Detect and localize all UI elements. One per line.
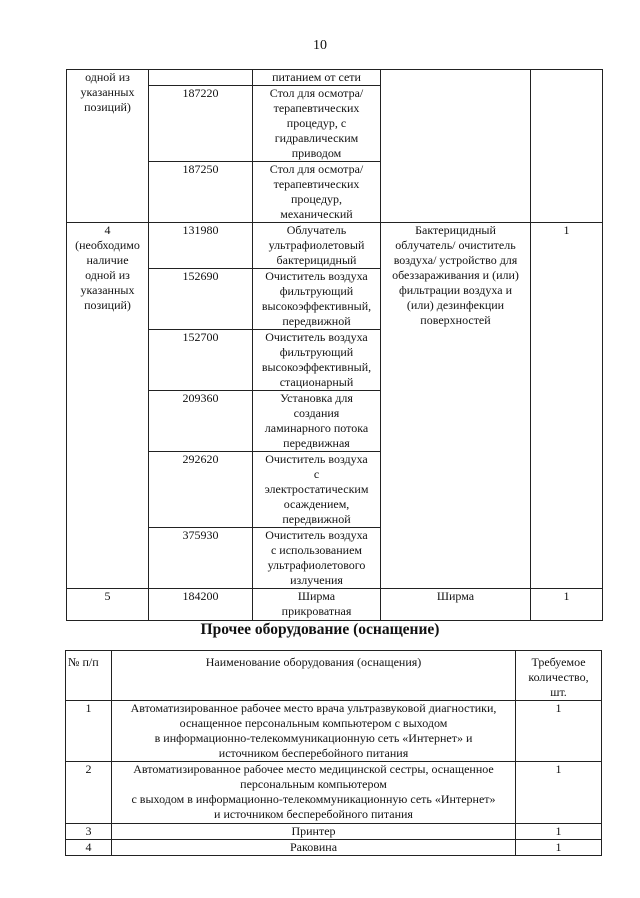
table-header-row xyxy=(66,651,602,701)
name-cell: Ширма прикроватная xyxy=(253,589,381,621)
header-num: № п/п xyxy=(66,651,112,701)
name-cell: Очиститель воздуха с использованием ультрафиолетового излучения xyxy=(253,528,381,589)
name-cell: Автоматизированное рабочее место медицинской сестры, оснащенное персональным компьютером с выходом в информационно-телекоммуникационную сеть «Интернет» и источником бесперебойного питания xyxy=(112,762,516,824)
position-cell: 5 xyxy=(67,589,149,621)
table-row xyxy=(66,762,602,824)
qty-cell: 1 xyxy=(516,762,602,824)
qty-cell: 1 xyxy=(516,840,602,856)
name-cell: Стол для осмотра/ терапевтических процедур, с гидравлическим приводом xyxy=(253,86,381,162)
section-title: Прочее оборудование (оснащение) xyxy=(200,621,440,638)
table-row xyxy=(67,70,603,86)
code-cell: 184200 xyxy=(149,589,253,621)
num-cell: 3 xyxy=(66,824,112,840)
num-cell: 2 xyxy=(66,762,112,824)
qty-cell: 1 xyxy=(516,701,602,762)
num-cell: 1 xyxy=(66,701,112,762)
num-cell: 4 xyxy=(66,840,112,856)
table-row xyxy=(66,840,602,856)
name-cell: Автоматизированное рабочее место врача ультразвуковой диагностики, оснащенное персональным компьютером с выходом в информационно-телекоммуникационную сеть «Интернет» и источником бесперебойного питания xyxy=(112,701,516,762)
name-cell: Стол для осмотра/ терапевтических процедур, механический xyxy=(253,162,381,223)
other-equipment-table xyxy=(65,650,602,856)
header-qty: Требуемое количество, шт. xyxy=(516,651,602,701)
qty-cell: 1 xyxy=(531,589,603,621)
page-number: 10 xyxy=(313,38,327,53)
code-cell: 209360 xyxy=(149,391,253,452)
kind-cell: Ширма xyxy=(381,589,531,621)
position-cell: одной из указанных позиций) xyxy=(67,70,149,223)
code-cell: 131980 xyxy=(149,223,253,269)
name-cell: Очиститель воздуха фильтрующий высокоэффективный, передвижной xyxy=(253,269,381,330)
kind-cell: Бактерицидный облучатель/ очиститель воздуха/ устройство для обеззараживания и (или) фильтрации воздуха и (или) дезинфекции поверхностей xyxy=(381,223,531,589)
code-cell xyxy=(149,70,253,86)
equipment-table xyxy=(66,69,603,621)
name-cell: Очиститель воздуха фильтрующий высокоэффективный, стационарный xyxy=(253,330,381,391)
position-cell: 4 (необходимо наличие одной из указанных позиций) xyxy=(67,223,149,589)
name-cell: Установка для создания ламинарного потока передвижная xyxy=(253,391,381,452)
code-cell: 187220 xyxy=(149,86,253,162)
code-cell: 375930 xyxy=(149,528,253,589)
code-cell: 187250 xyxy=(149,162,253,223)
name-cell: Принтер xyxy=(112,824,516,840)
qty-cell: 1 xyxy=(516,824,602,840)
name-cell: Раковина xyxy=(112,840,516,856)
name-cell: Облучатель ультрафиолетовый бактерицидный xyxy=(253,223,381,269)
qty-cell xyxy=(531,70,603,223)
header-name: Наименование оборудования (оснащения) xyxy=(112,651,516,701)
table-row xyxy=(67,223,603,269)
table-row xyxy=(66,701,602,762)
name-cell: Очиститель воздуха с электростатическим осаждением, передвижной xyxy=(253,452,381,528)
table-row xyxy=(66,824,602,840)
code-cell: 152690 xyxy=(149,269,253,330)
table-row xyxy=(67,589,603,621)
name-cell: питанием от сети xyxy=(253,70,381,86)
kind-cell xyxy=(381,70,531,223)
code-cell: 292620 xyxy=(149,452,253,528)
qty-cell: 1 xyxy=(531,223,603,589)
code-cell: 152700 xyxy=(149,330,253,391)
